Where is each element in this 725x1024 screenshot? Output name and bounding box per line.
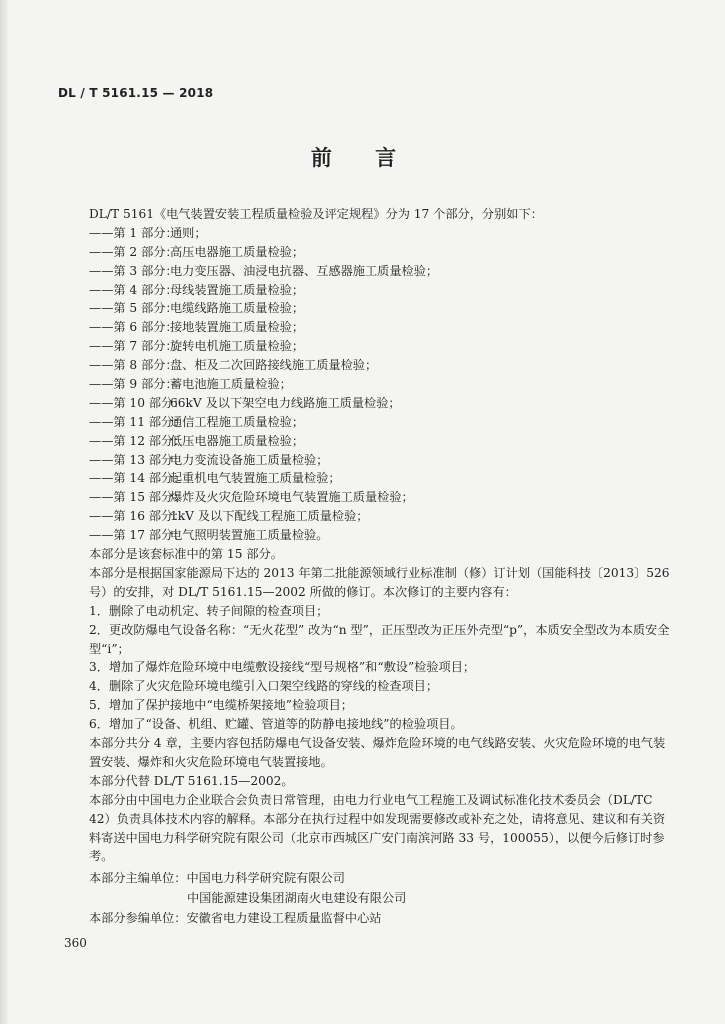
part-mark: ——第 10 部分：	[89, 395, 186, 410]
part-title: 低压电器施工质量检验；	[170, 433, 305, 448]
list-item	[64, 413, 674, 432]
list-item	[64, 469, 674, 488]
list-item	[64, 318, 674, 337]
part-mark: ——第 15 部分：	[89, 490, 186, 505]
part-mark: ——第 2 部分：	[89, 244, 178, 259]
participating-units-row	[89, 908, 489, 928]
part-title: 旋转电机施工质量检验；	[170, 339, 305, 354]
chief-units-label: 本部分主编单位：	[89, 871, 187, 885]
part-mark: ——第 7 部分：	[89, 339, 178, 354]
chief-unit: 中国能源建设集团湖南火电建设有限公司	[187, 891, 407, 905]
part-mark: ——第 11 部分：	[89, 414, 186, 429]
part-mark: ——第 4 部分：	[89, 282, 178, 297]
part-title: 爆炸及火灾危险环境电气装置施工质量检验；	[170, 490, 414, 505]
list-item: 5．增加了保护接地中“电缆桥架接地”检验项目；	[89, 698, 353, 713]
part-mark: ——第 8 部分：	[89, 358, 178, 373]
list-item	[64, 375, 674, 394]
list-item	[64, 451, 674, 470]
part-title: 电气照明装置施工质量检验。	[170, 528, 329, 543]
basis-paragraph: 本部分是根据国家能源局下达的 2013 年第二批能源领域行业标准制（修）订计划（国能科技〔2013〕526 号）的安排，对 DL/T 5161.15—2002 所做的修订。本次修订的主要内容有：	[89, 565, 670, 599]
parts-list	[64, 224, 674, 545]
participating-unit: 安徽省电力建设工程质量监督中心站	[186, 911, 382, 925]
part-title: 盘、柜及二次回路接线施工质量检验；	[170, 358, 378, 373]
part-title: 通信工程施工质量检验；	[170, 414, 305, 429]
foreword-body	[64, 205, 674, 866]
list-item	[64, 394, 674, 413]
part-mark: ——第 13 部分：	[89, 452, 186, 467]
list-item	[64, 224, 674, 243]
part-title: 66kV 及以下架空电力线路施工质量检验；	[170, 395, 401, 410]
page-title: 前 言	[310, 146, 415, 170]
list-item	[64, 432, 674, 451]
part-title: 电缆线路施工质量检验；	[170, 301, 305, 316]
part-title: 高压电器施工质量检验；	[170, 244, 305, 259]
list-item	[64, 507, 674, 526]
part-title: 接地装置施工质量检验；	[170, 320, 305, 335]
part-title: 起重机电气装置施工质量检验；	[170, 471, 341, 486]
changes-list	[64, 602, 674, 734]
chief-units-row	[89, 888, 489, 908]
part-title: 通则；	[170, 225, 207, 240]
part-title: 1kV 及以下配线工程施工质量检验；	[170, 509, 369, 524]
list-item	[64, 262, 674, 281]
part-mark: ——第 1 部分：	[89, 225, 178, 240]
chief-units-row	[89, 868, 489, 888]
list-item: 6．增加了“设备、机组、贮罐、管道等的防静电接地线”的检验项目。	[89, 717, 463, 732]
part-title: 母线装置施工质量检验；	[170, 282, 305, 297]
part-title: 电力变流设备施工质量检验；	[170, 452, 329, 467]
chief-unit: 中国电力科学研究院有限公司	[186, 871, 345, 885]
drafting-units	[89, 868, 489, 928]
part-mark: ——第 14 部分：	[89, 471, 186, 486]
list-item: 3．增加了爆炸危险环境中电缆敷设接线“型号规格”和“敷设”检验项目；	[89, 660, 476, 675]
list-item	[64, 243, 674, 262]
list-item	[64, 526, 674, 545]
list-item	[64, 356, 674, 375]
page-number: 360	[64, 936, 87, 950]
management-paragraph: 本部分由中国电力企业联合会负责日常管理，由电力行业电气工程施工及调试标准化技术委员会（DL/TC 42）负责具体技术内容的解释。本部分在执行过程中如发现需要修改或补充之处，请将意见、建议和有关资料寄送中国电力科学研究院有限公司（北京市西城区广安门南滨河路 33 号，100055），以便今后修订时参考。	[89, 792, 666, 864]
part-mark: ——第 12 部分：	[89, 433, 186, 448]
part-mark: ——第 3 部分：	[89, 263, 178, 278]
part-mark: ——第 9 部分：	[89, 377, 178, 392]
part-mark: ——第 17 部分：	[89, 528, 186, 543]
list-item: 4．删除了火灾危险环境电缆引入口架空线路的穿线的检查项目；	[89, 679, 439, 694]
list-item	[64, 299, 674, 318]
part-mark: ——第 6 部分：	[89, 320, 178, 335]
this-part-note: 本部分是该套标准中的第 15 部分。	[89, 547, 283, 562]
list-item	[64, 488, 674, 507]
standard-code: DL / T 5161.15 — 2018	[58, 86, 214, 100]
list-item: 2．更改防爆电气设备名称：“无火花型” 改为“n 型”，正压型改为正压外壳型“p”，本质安全型改为本质安全型“i”；	[89, 622, 670, 656]
list-item: 1．删除了电动机定、转子间隙的检查项目；	[89, 603, 329, 618]
part-title: 电力变压器、油浸电抗器、互感器施工质量检验；	[170, 263, 439, 278]
list-item	[64, 281, 674, 300]
part-mark: ——第 5 部分：	[89, 301, 178, 316]
participating-units-label: 本部分参编单位：	[89, 911, 187, 925]
intro-paragraph: DL/T 5161《电气装置安装工程质量检验及评定规程》分为 17 个部分，分别如下：	[89, 207, 543, 221]
list-item	[64, 337, 674, 356]
part-mark: ——第 16 部分：	[89, 509, 186, 524]
chapters-paragraph: 本部分共分 4 章，主要内容包括防爆电气设备安装、爆炸危险环境的电气线路安装、火灾危险环境的电气装置安装、爆炸和火灾危险环境电气装置接地。	[89, 736, 666, 769]
replaces-note: 本部分代替 DL/T 5161.15—2002。	[89, 773, 294, 788]
part-title: 蓄电池施工质量检验；	[170, 377, 292, 392]
